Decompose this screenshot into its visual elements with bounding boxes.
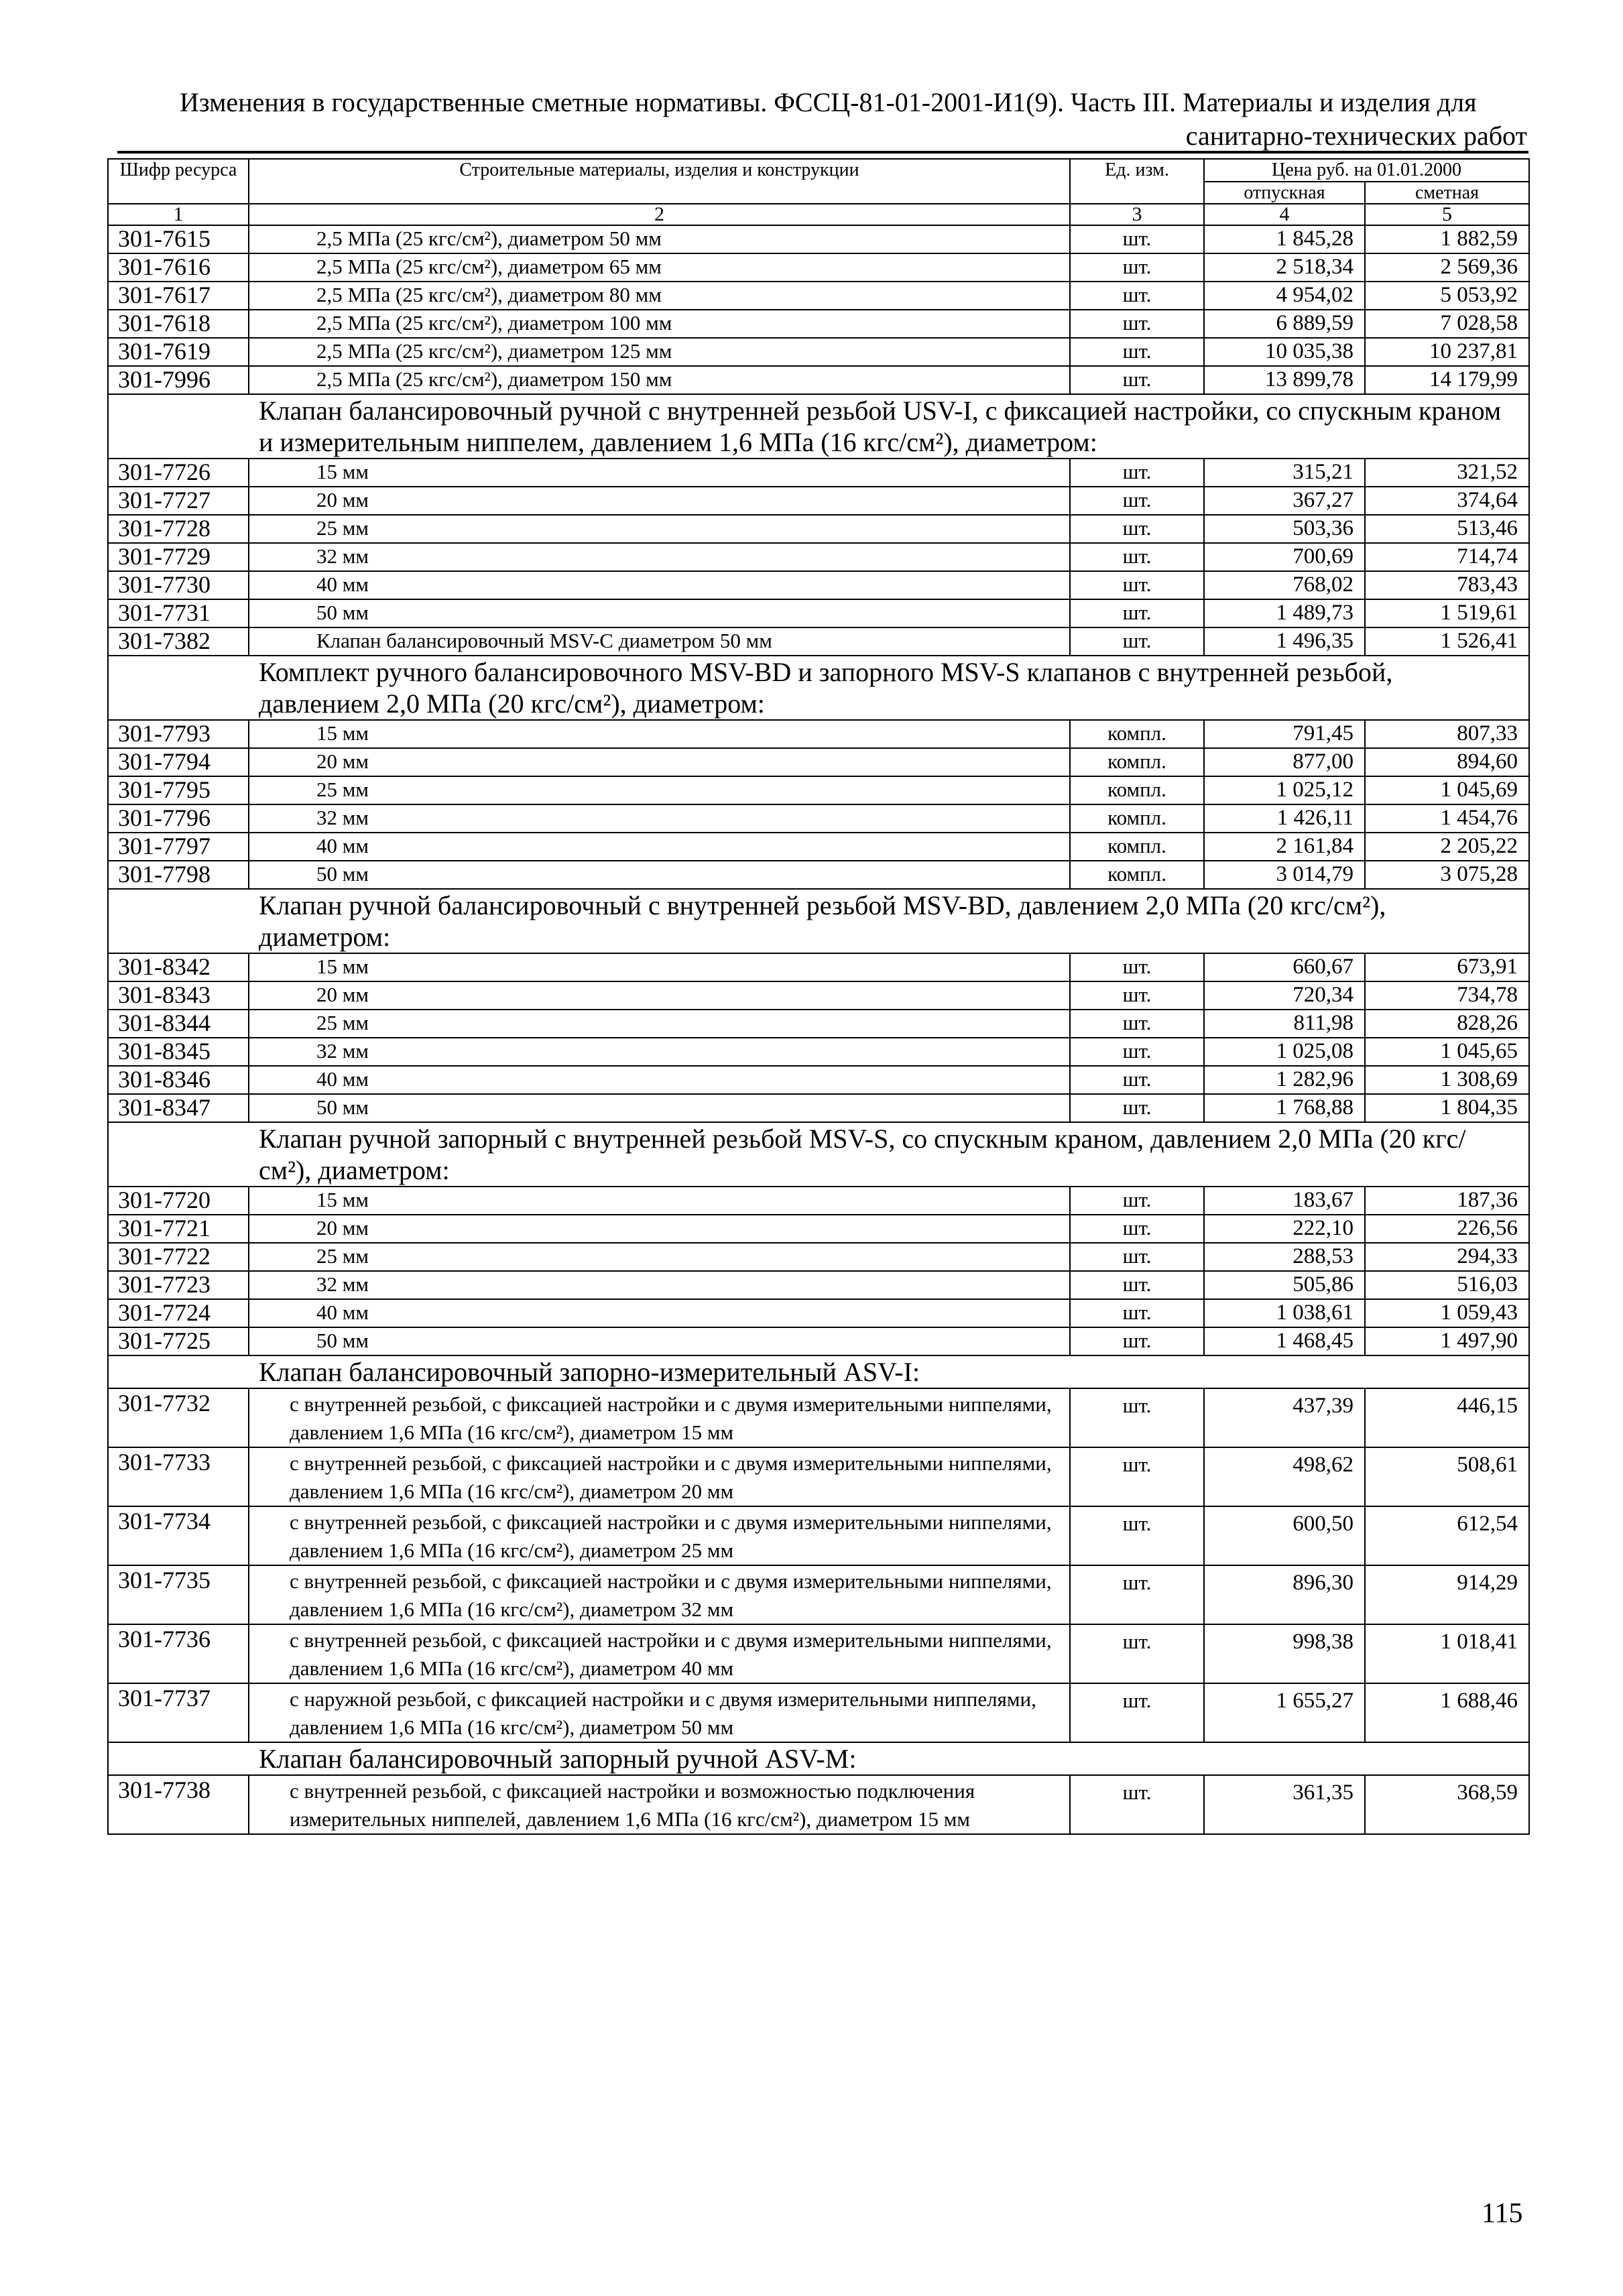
unit-cell: шт.: [1070, 953, 1204, 981]
item-name: 25 мм: [249, 1243, 1070, 1271]
estimate-price: 1 688,46: [1365, 1683, 1529, 1742]
resource-code: 301-7728: [108, 515, 249, 543]
item-name: 15 мм: [249, 1187, 1070, 1215]
unit-cell: шт.: [1070, 1066, 1204, 1094]
table-row: [108, 1243, 1529, 1271]
col-number: 1: [108, 204, 249, 225]
table-row: [108, 1215, 1529, 1243]
table-row: [108, 599, 1529, 627]
table-row: [108, 571, 1529, 599]
item-name: 20 мм: [249, 1215, 1070, 1243]
unit-cell: шт.: [1070, 1624, 1204, 1683]
estimate-price: 1 526,41: [1365, 627, 1529, 656]
unit-cell: шт.: [1070, 981, 1204, 1010]
table-body: [108, 225, 1529, 1834]
resource-code: 301-7736: [108, 1624, 249, 1683]
table-row: [108, 1271, 1529, 1299]
col-header-estimate: сметная: [1365, 182, 1529, 204]
resource-code: 301-7722: [108, 1243, 249, 1271]
unit-cell: шт.: [1070, 1683, 1204, 1742]
unit-cell: шт.: [1070, 1299, 1204, 1327]
estimate-price: 2 569,36: [1365, 253, 1529, 282]
estimate-price: 374,64: [1365, 487, 1529, 515]
table-row: [108, 776, 1529, 804]
resource-code: 301-7730: [108, 571, 249, 599]
resource-code: 301-7795: [108, 776, 249, 804]
release-price: 13 899,78: [1204, 366, 1365, 394]
group-code-cell: [108, 1122, 249, 1187]
col-header-code: Шифр ресурса: [108, 159, 249, 204]
release-price: 367,27: [1204, 487, 1365, 515]
col-header-unit: Ед. изм.: [1070, 159, 1204, 204]
estimate-price: 914,29: [1365, 1565, 1529, 1624]
resource-code: 301-7734: [108, 1506, 249, 1565]
group-header-row: [108, 394, 1529, 459]
item-name: 2,5 МПа (25 кгс/см²), диаметром 65 мм: [249, 253, 1070, 282]
table-row: [108, 459, 1529, 487]
resource-code: 301-7797: [108, 833, 249, 861]
estimate-price: 1 804,35: [1365, 1094, 1529, 1122]
item-name: 2,5 МПа (25 кгс/см²), диаметром 125 мм: [249, 338, 1070, 366]
estimate-price: 321,52: [1365, 459, 1529, 487]
unit-cell: шт.: [1070, 310, 1204, 338]
item-name: 20 мм: [249, 487, 1070, 515]
resource-code: 301-7725: [108, 1327, 249, 1355]
item-name: 20 мм: [249, 981, 1070, 1010]
release-price: 4 954,02: [1204, 282, 1365, 310]
col-number: 2: [249, 204, 1070, 225]
estimate-price: 294,33: [1365, 1243, 1529, 1271]
resource-code: 301-7996: [108, 366, 249, 394]
item-name: 40 мм: [249, 1066, 1070, 1094]
item-name: 50 мм: [249, 861, 1070, 889]
release-price: 600,50: [1204, 1506, 1365, 1565]
unit-cell: шт.: [1070, 1010, 1204, 1038]
unit-cell: шт.: [1070, 253, 1204, 282]
col-header-name: Строительные материалы, изделия и конструкции: [249, 159, 1070, 204]
estimate-price: 1 519,61: [1365, 599, 1529, 627]
resource-code: 301-7618: [108, 310, 249, 338]
col-header-release: отпускная: [1204, 182, 1365, 204]
estimate-price: 1 045,69: [1365, 776, 1529, 804]
release-price: 1 025,08: [1204, 1038, 1365, 1066]
table-row: [108, 282, 1529, 310]
resource-code: 301-7738: [108, 1775, 249, 1834]
table-row: [108, 1010, 1529, 1038]
estimate-price: 673,91: [1365, 953, 1529, 981]
table-row: [108, 1683, 1529, 1742]
unit-cell: компл.: [1070, 861, 1204, 889]
page-number: 115: [1482, 2198, 1523, 2229]
unit-cell: шт.: [1070, 571, 1204, 599]
item-name: 2,5 МПа (25 кгс/см²), диаметром 80 мм: [249, 282, 1070, 310]
unit-cell: компл.: [1070, 776, 1204, 804]
table-row: [108, 720, 1529, 748]
resource-code: 301-7616: [108, 253, 249, 282]
item-name: 2,5 МПа (25 кгс/см²), диаметром 50 мм: [249, 225, 1070, 253]
item-name: 40 мм: [249, 833, 1070, 861]
unit-cell: компл.: [1070, 833, 1204, 861]
item-name: с внутренней резьбой, с фиксацией настройки и с двумя измерительными ниппелями, давлением 1,6 МПа (16 кгс/см²), диаметром 40 мм: [249, 1624, 1070, 1683]
release-price: 1 468,45: [1204, 1327, 1365, 1355]
item-name: с внутренней резьбой, с фиксацией настройки и возможностью подключения измерительных ниппелей, давлением 1,6 МПа (16 кгс/см²), диаметром 15 мм: [249, 1775, 1070, 1834]
release-price: 1 038,61: [1204, 1299, 1365, 1327]
release-price: 10 035,38: [1204, 338, 1365, 366]
resource-code: 301-8344: [108, 1010, 249, 1038]
resource-code: 301-7732: [108, 1388, 249, 1447]
estimate-price: 2 205,22: [1365, 833, 1529, 861]
table-row: [108, 1624, 1529, 1683]
item-name: с наружной резьбой, с фиксацией настройки и с двумя измерительными ниппелями, давлением 1,6 МПа (16 кгс/см²), диаметром 50 мм: [249, 1683, 1070, 1742]
table-row: [108, 748, 1529, 776]
release-price: 1 845,28: [1204, 225, 1365, 253]
resource-code: 301-7723: [108, 1271, 249, 1299]
estimate-price: 894,60: [1365, 748, 1529, 776]
document-header: [180, 86, 1527, 153]
estimate-price: 5 053,92: [1365, 282, 1529, 310]
release-price: 720,34: [1204, 981, 1365, 1010]
estimate-price: 3 075,28: [1365, 861, 1529, 889]
table-row: [108, 1388, 1529, 1447]
estimate-price: 187,36: [1365, 1187, 1529, 1215]
resource-code: 301-7737: [108, 1683, 249, 1742]
estimate-price: 7 028,58: [1365, 310, 1529, 338]
estimate-price: 1 454,76: [1365, 804, 1529, 833]
estimate-price: 807,33: [1365, 720, 1529, 748]
table-row: [108, 543, 1529, 571]
group-header-row: [108, 1355, 1529, 1388]
table-row: [108, 1038, 1529, 1066]
unit-cell: шт.: [1070, 459, 1204, 487]
release-price: 1 025,12: [1204, 776, 1365, 804]
estimate-price: 783,43: [1365, 571, 1529, 599]
estimate-price: 226,56: [1365, 1215, 1529, 1243]
item-name: с внутренней резьбой, с фиксацией настройки и с двумя измерительными ниппелями, давлением 1,6 МПа (16 кгс/см²), диаметром 32 мм: [249, 1565, 1070, 1624]
group-title: Комплект ручного балансировочного MSV-BD и запорного MSV-S клапанов с внутренней резьбой, давлением 2,0 МПа (20 кгс/см²), диаметром:: [249, 656, 1529, 720]
resource-code: 301-7721: [108, 1215, 249, 1243]
item-name: 20 мм: [249, 748, 1070, 776]
release-price: 1 496,35: [1204, 627, 1365, 656]
release-price: 1 655,27: [1204, 1683, 1365, 1742]
group-header-row: [108, 889, 1529, 953]
resource-code: 301-7731: [108, 599, 249, 627]
release-price: 1 282,96: [1204, 1066, 1365, 1094]
group-code-cell: [108, 656, 249, 720]
item-name: 32 мм: [249, 543, 1070, 571]
unit-cell: шт.: [1070, 543, 1204, 571]
table-row: [108, 487, 1529, 515]
release-price: 288,53: [1204, 1243, 1365, 1271]
group-title: Клапан балансировочный ручной с внутренней резьбой USV-I, с фиксацией настройки, со спускным краном и измерительным ниппелем, давлением 1,6 МПа (16 кгс/см²), диаметром:: [249, 394, 1529, 459]
header-line-2: санитарно-технических работ: [1185, 121, 1527, 151]
release-price: 998,38: [1204, 1624, 1365, 1683]
table-row: [108, 1187, 1529, 1215]
unit-cell: шт.: [1070, 599, 1204, 627]
col-header-price: Цена руб. на 01.01.2000: [1204, 159, 1529, 182]
release-price: 3 014,79: [1204, 861, 1365, 889]
estimate-price: 1 308,69: [1365, 1066, 1529, 1094]
release-price: 700,69: [1204, 543, 1365, 571]
unit-cell: шт.: [1070, 225, 1204, 253]
estimate-price: 1 497,90: [1365, 1327, 1529, 1355]
table-row: [108, 1094, 1529, 1122]
unit-cell: шт.: [1070, 1775, 1204, 1834]
release-price: 503,36: [1204, 515, 1365, 543]
col-number: 3: [1070, 204, 1204, 225]
resource-code: 301-8347: [108, 1094, 249, 1122]
estimate-price: 10 237,81: [1365, 338, 1529, 366]
item-name: 40 мм: [249, 1299, 1070, 1327]
table-row: [108, 1775, 1529, 1834]
group-code-cell: [108, 1355, 249, 1388]
unit-cell: компл.: [1070, 804, 1204, 833]
table-row: [108, 1565, 1529, 1624]
table-row: [108, 1447, 1529, 1506]
release-price: 222,10: [1204, 1215, 1365, 1243]
resource-code: 301-7382: [108, 627, 249, 656]
table-row: [108, 225, 1529, 253]
item-name: Клапан балансировочный MSV-C диаметром 50 мм: [249, 627, 1070, 656]
release-price: 183,67: [1204, 1187, 1365, 1215]
estimate-price: 1 045,65: [1365, 1038, 1529, 1066]
unit-cell: шт.: [1070, 487, 1204, 515]
unit-cell: шт.: [1070, 1327, 1204, 1355]
estimate-price: 828,26: [1365, 1010, 1529, 1038]
table-row: [108, 981, 1529, 1010]
table-row: [108, 366, 1529, 394]
unit-cell: компл.: [1070, 720, 1204, 748]
group-header-row: [108, 1742, 1529, 1775]
estimate-price: 14 179,99: [1365, 366, 1529, 394]
estimate-price: 513,46: [1365, 515, 1529, 543]
resource-code: 301-7619: [108, 338, 249, 366]
item-name: 2,5 МПа (25 кгс/см²), диаметром 150 мм: [249, 366, 1070, 394]
item-name: с внутренней резьбой, с фиксацией настройки и с двумя измерительными ниппелями, давлением 1,6 МПа (16 кгс/см²), диаметром 25 мм: [249, 1506, 1070, 1565]
item-name: 25 мм: [249, 776, 1070, 804]
group-title: Клапан балансировочный запорно-измерительный ASV-I:: [249, 1355, 1529, 1388]
unit-cell: шт.: [1070, 1094, 1204, 1122]
header-line-1: Изменения в государственные сметные нормативы. ФССЦ-81-01-2001-И1(9). Часть III. Материалы и изделия для: [180, 87, 1477, 117]
release-price: 6 889,59: [1204, 310, 1365, 338]
resource-code: 301-8343: [108, 981, 249, 1010]
item-name: 2,5 МПа (25 кгс/см²), диаметром 100 мм: [249, 310, 1070, 338]
estimate-price: 714,74: [1365, 543, 1529, 571]
table-row: [108, 1506, 1529, 1565]
unit-cell: шт.: [1070, 1243, 1204, 1271]
release-price: 896,30: [1204, 1565, 1365, 1624]
resource-code: 301-7724: [108, 1299, 249, 1327]
release-price: 505,86: [1204, 1271, 1365, 1299]
estimate-price: 1 059,43: [1365, 1299, 1529, 1327]
estimate-price: 516,03: [1365, 1271, 1529, 1299]
unit-cell: шт.: [1070, 338, 1204, 366]
item-name: 40 мм: [249, 571, 1070, 599]
release-price: 498,62: [1204, 1447, 1365, 1506]
estimate-price: 1 882,59: [1365, 225, 1529, 253]
release-price: 1 489,73: [1204, 599, 1365, 627]
release-price: 660,67: [1204, 953, 1365, 981]
estimate-price: 446,15: [1365, 1388, 1529, 1447]
table-row: [108, 253, 1529, 282]
unit-cell: шт.: [1070, 1506, 1204, 1565]
unit-cell: шт.: [1070, 1271, 1204, 1299]
item-name: 50 мм: [249, 599, 1070, 627]
item-name: 32 мм: [249, 804, 1070, 833]
table-row: [108, 1327, 1529, 1355]
item-name: 50 мм: [249, 1327, 1070, 1355]
release-price: 811,98: [1204, 1010, 1365, 1038]
unit-cell: шт.: [1070, 627, 1204, 656]
item-name: 25 мм: [249, 515, 1070, 543]
col-number: 5: [1365, 204, 1529, 225]
release-price: 315,21: [1204, 459, 1365, 487]
group-code-cell: [108, 889, 249, 953]
unit-cell: шт.: [1070, 282, 1204, 310]
unit-cell: шт.: [1070, 1388, 1204, 1447]
unit-cell: шт.: [1070, 1447, 1204, 1506]
release-price: 437,39: [1204, 1388, 1365, 1447]
resource-code: 301-8342: [108, 953, 249, 981]
item-name: 25 мм: [249, 1010, 1070, 1038]
resource-code: 301-7615: [108, 225, 249, 253]
item-name: с внутренней резьбой, с фиксацией настройки и с двумя измерительными ниппелями, давлением 1,6 МПа (16 кгс/см²), диаметром 20 мм: [249, 1447, 1070, 1506]
release-price: 2 518,34: [1204, 253, 1365, 282]
resource-code: 301-7794: [108, 748, 249, 776]
estimate-price: 368,59: [1365, 1775, 1529, 1834]
table-row: [108, 804, 1529, 833]
group-header-row: [108, 656, 1529, 720]
group-code-cell: [108, 1742, 249, 1775]
resource-code: 301-7727: [108, 487, 249, 515]
group-title: Клапан балансировочный запорный ручной ASV-M:: [249, 1742, 1529, 1775]
resource-code: 301-7793: [108, 720, 249, 748]
unit-cell: шт.: [1070, 1215, 1204, 1243]
table-row: [108, 861, 1529, 889]
col-number: 4: [1204, 204, 1365, 225]
release-price: 791,45: [1204, 720, 1365, 748]
unit-cell: компл.: [1070, 748, 1204, 776]
estimate-price: 508,61: [1365, 1447, 1529, 1506]
group-title: Клапан ручной запорный с внутренней резьбой MSV-S, со спускным краном, давлением 2,0 МПа (20 кгс/см²), диаметром:: [249, 1122, 1529, 1187]
header-rule: [117, 151, 1528, 154]
item-name: 15 мм: [249, 953, 1070, 981]
table-row: [108, 338, 1529, 366]
price-table: [107, 158, 1530, 1835]
estimate-price: 612,54: [1365, 1506, 1529, 1565]
item-name: 15 мм: [249, 459, 1070, 487]
item-name: с внутренней резьбой, с фиксацией настройки и с двумя измерительными ниппелями, давлением 1,6 МПа (16 кгс/см²), диаметром 15 мм: [249, 1388, 1070, 1447]
item-name: 32 мм: [249, 1038, 1070, 1066]
resource-code: 301-7735: [108, 1565, 249, 1624]
unit-cell: шт.: [1070, 1565, 1204, 1624]
unit-cell: шт.: [1070, 1187, 1204, 1215]
table-row: [108, 515, 1529, 543]
release-price: 1 426,11: [1204, 804, 1365, 833]
estimate-price: 734,78: [1365, 981, 1529, 1010]
table-row: [108, 953, 1529, 981]
release-price: 2 161,84: [1204, 833, 1365, 861]
item-name: 32 мм: [249, 1271, 1070, 1299]
release-price: 1 768,88: [1204, 1094, 1365, 1122]
group-title: Клапан ручной балансировочный с внутренней резьбой MSV-BD, давлением 2,0 МПа (20 кгс/см²), диаметром:: [249, 889, 1529, 953]
unit-cell: шт.: [1070, 366, 1204, 394]
release-price: 361,35: [1204, 1775, 1365, 1834]
resource-code: 301-7798: [108, 861, 249, 889]
resource-code: 301-8345: [108, 1038, 249, 1066]
table-row: [108, 310, 1529, 338]
table-row: [108, 1066, 1529, 1094]
resource-code: 301-7733: [108, 1447, 249, 1506]
release-price: 768,02: [1204, 571, 1365, 599]
release-price: 877,00: [1204, 748, 1365, 776]
resource-code: 301-7720: [108, 1187, 249, 1215]
group-header-row: [108, 1122, 1529, 1187]
resource-code: 301-7617: [108, 282, 249, 310]
table-row: [108, 627, 1529, 656]
table-row: [108, 1299, 1529, 1327]
resource-code: 301-7729: [108, 543, 249, 571]
unit-cell: шт.: [1070, 1038, 1204, 1066]
resource-code: 301-7796: [108, 804, 249, 833]
estimate-price: 1 018,41: [1365, 1624, 1529, 1683]
item-name: 50 мм: [249, 1094, 1070, 1122]
group-code-cell: [108, 394, 249, 459]
item-name: 15 мм: [249, 720, 1070, 748]
unit-cell: шт.: [1070, 515, 1204, 543]
resource-code: 301-7726: [108, 459, 249, 487]
resource-code: 301-8346: [108, 1066, 249, 1094]
table-row: [108, 833, 1529, 861]
